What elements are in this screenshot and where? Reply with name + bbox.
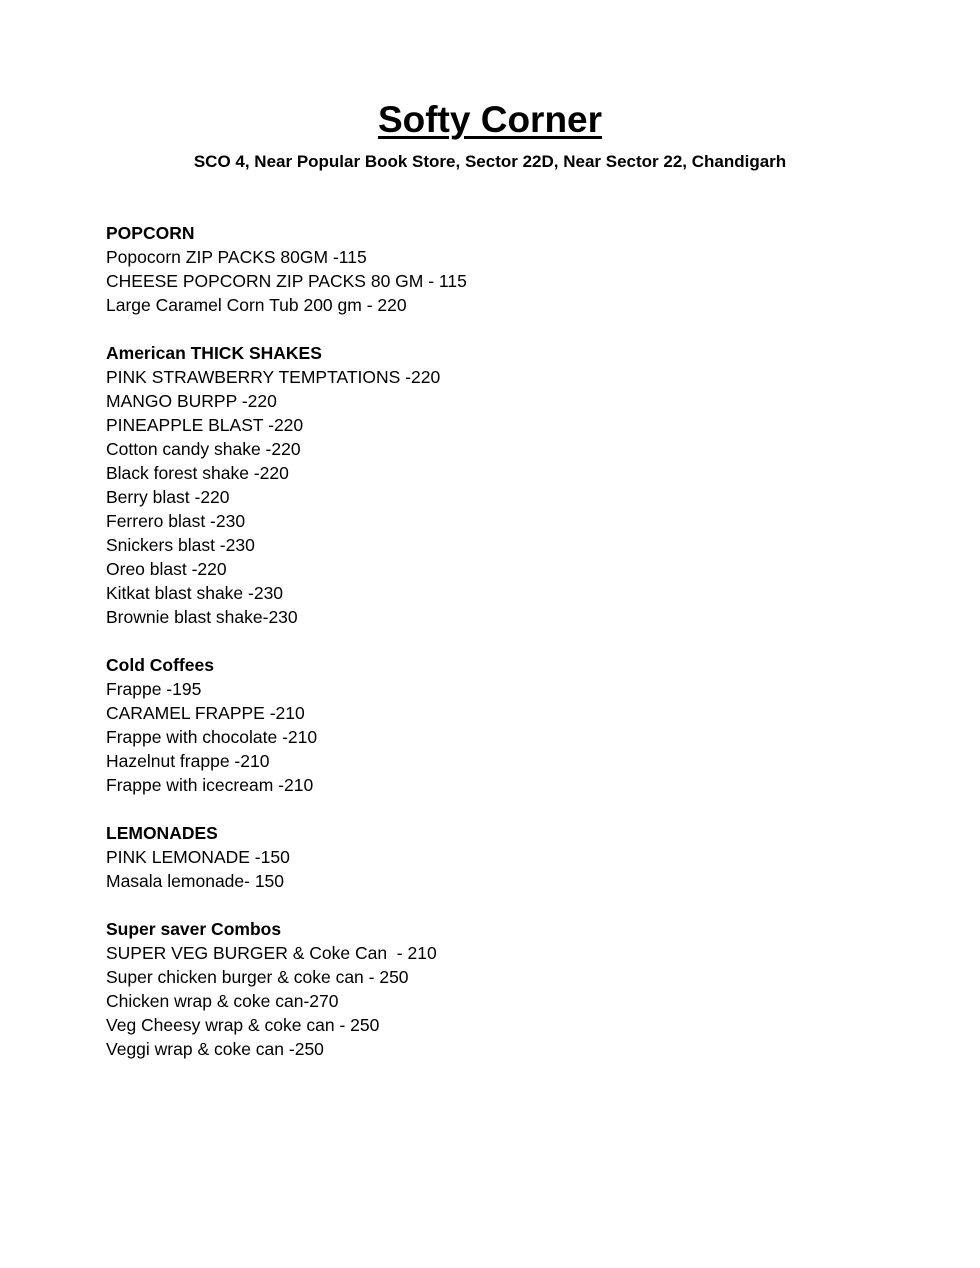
item-list: [106, 245, 866, 317]
menu-item: Masala lemonade- 150: [106, 871, 285, 891]
menu-item: SUPER VEG BURGER & Coke Can - 210: [106, 943, 437, 963]
menu-section-thick-shakes: [106, 341, 866, 629]
menu-body: [106, 221, 866, 1085]
menu-section-popcorn: [106, 221, 866, 317]
section-heading: POPCORN: [106, 223, 195, 243]
menu-item: Black forest shake -220: [106, 463, 289, 483]
menu-item: PINEAPPLE BLAST -220: [106, 415, 304, 435]
section-heading: Super saver Combos: [106, 919, 282, 939]
menu-item: Berry blast -220: [106, 487, 230, 507]
menu-item: CHEESE POPCORN ZIP PACKS 80 GM - 115: [106, 271, 467, 291]
menu-item: Frappe with icecream -210: [106, 775, 314, 795]
menu-item: MANGO BURPP -220: [106, 391, 277, 411]
item-list: [106, 845, 866, 893]
menu-item: Super chicken burger & coke can - 250: [106, 967, 409, 987]
menu-item: Popocorn ZIP PACKS 80GM -115: [106, 247, 367, 267]
menu-item: Kitkat blast shake -230: [106, 583, 284, 603]
menu-item: Large Caramel Corn Tub 200 gm - 220: [106, 295, 407, 315]
section-heading: LEMONADES: [106, 823, 218, 843]
menu-item: Frappe -195: [106, 679, 202, 699]
menu-item: Snickers blast -230: [106, 535, 255, 555]
menu-item: Brownie blast shake-230: [106, 607, 298, 627]
item-list: [106, 365, 866, 629]
menu-item: Chicken wrap & coke can-270: [106, 991, 339, 1011]
menu-item: CARAMEL FRAPPE -210: [106, 703, 305, 723]
menu-section-cold-coffees: [106, 653, 866, 797]
menu-item: Hazelnut frappe -210: [106, 751, 270, 771]
menu-item: Ferrero blast -230: [106, 511, 246, 531]
item-list: [106, 677, 866, 797]
menu-section-lemonades: [106, 821, 866, 893]
section-heading: Cold Coffees: [106, 655, 214, 675]
item-list: [106, 941, 866, 1061]
menu-item: Veggi wrap & coke can -250: [106, 1039, 324, 1059]
page-title: Softy Corner: [377, 99, 603, 140]
menu-item: Cotton candy shake -220: [106, 439, 301, 459]
section-heading: American THICK SHAKES: [106, 343, 322, 363]
menu-item: Oreo blast -220: [106, 559, 227, 579]
menu-item: Frappe with chocolate -210: [106, 727, 318, 747]
menu-item: Veg Cheesy wrap & coke can - 250: [106, 1015, 380, 1035]
address-line: SCO 4, Near Popular Book Store, Sector 22D, Near Sector 22, Chandigarh: [193, 152, 787, 171]
menu-item: PINK LEMONADE -150: [106, 847, 290, 867]
menu-item: PINK STRAWBERRY TEMPTATIONS -220: [106, 367, 441, 387]
menu-section-combos: [106, 917, 866, 1061]
